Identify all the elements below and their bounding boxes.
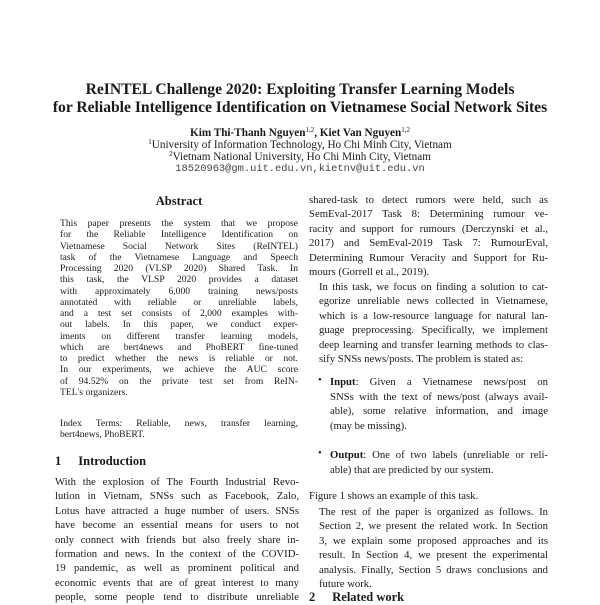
output-bullet-first-line xyxy=(330,448,548,462)
input-text: : Given a Vietnamese news/post on xyxy=(355,376,548,388)
task-paragraph xyxy=(309,280,548,366)
affiliation-marker: 1,2 xyxy=(401,126,410,134)
text-line: able) that are predicted by our system. xyxy=(330,464,494,476)
text-line: result. In Section 4, we present the experimental xyxy=(319,549,548,562)
text-line: SNSs with the text of news/post (always avail- xyxy=(330,391,548,403)
affiliation-marker: 1 xyxy=(148,138,152,146)
text-line: 3, we explain some proposed approaches and its xyxy=(319,534,548,547)
text-line: Processing 2020 (VLSP 2020) Shared Task. In xyxy=(60,263,298,274)
bullet-icon: • xyxy=(318,447,322,459)
text-line: (may be missing). xyxy=(330,419,407,432)
affiliation-marker: 1,2 xyxy=(305,126,315,134)
text-line: bert4news, PhoBERT. xyxy=(60,429,145,441)
text-line: future work. xyxy=(319,578,372,591)
text-line: have become an essential means for users to not xyxy=(55,519,299,532)
text-line: only connect with friends but also freely share in- xyxy=(55,533,299,546)
text-line: Vietnamese Social Network Sites (ReINTEL) xyxy=(60,240,298,252)
text-line: Figure 1 shows an example of this task. xyxy=(309,490,479,502)
output-bullet-rest xyxy=(330,463,548,477)
text-line: In our experiments, we achieve the AUC score xyxy=(60,364,298,376)
affiliation-2 xyxy=(0,150,600,163)
text-line: This paper presents the system that we propose xyxy=(60,218,298,229)
author-name: Kiet Van Nguyen xyxy=(319,127,402,139)
section-title: Introduction xyxy=(78,454,147,468)
text-line: able), some relative information, and image xyxy=(330,405,548,418)
section-title: Related work xyxy=(332,590,405,604)
index-terms xyxy=(60,418,298,441)
text-line: Determining Rumour Veracity and Support for Ru- xyxy=(309,251,548,264)
related-rumour-paragraph xyxy=(309,193,548,279)
text-line: people, some people tend to distribute unreliable xyxy=(55,591,299,604)
text-line: with approximately 6,000 training news/posts xyxy=(60,285,298,297)
introduction-paragraph xyxy=(55,475,299,605)
affiliation-text: Vietnam National University, Ho Chi Minh City, Vietnam xyxy=(172,151,431,163)
abstract-heading: Abstract xyxy=(155,194,203,208)
text-line: The rest of the paper is organized as follows. In xyxy=(319,506,548,518)
bullet-icon: • xyxy=(318,374,322,386)
text-line: this task, the VLSP 2020 provides a dataset xyxy=(60,274,298,286)
text-line: task of the Vietnamese Language and Speech xyxy=(60,251,298,263)
text-line: formation and news. In the context of the COVID- xyxy=(55,548,299,561)
section-number: 2 xyxy=(309,590,316,604)
text-line: TEL's organizers. xyxy=(60,386,128,398)
text-line: racity and support for rumours (Derczynski et al., xyxy=(309,222,548,235)
paper-title xyxy=(0,81,600,117)
text-line: 19 pandemic, as well as prominent political and xyxy=(55,562,299,575)
output-text: : One of two labels (unreliable or reli- xyxy=(363,449,548,461)
author-emails: 18520963@gm.uit.edu.vn,kietnv@uit.edu.vn xyxy=(175,163,425,175)
text-line: analysis. Finally, Section 5 draws conclusions and xyxy=(319,563,548,576)
text-line: guage preprocessing. Specifically, we implement xyxy=(319,324,548,337)
text-line: mours (Gorrell et al., 2019). xyxy=(309,266,430,279)
title-line-2: for Reliable Intelligence Identification on Vietnamese Social Network Sites xyxy=(52,99,548,116)
paper-organization-paragraph xyxy=(309,505,548,591)
text-line: egorize unreliable news collected in Vietnamese, xyxy=(319,295,548,308)
text-line: which are bert4news and PhoBERT fine-tuned xyxy=(60,341,298,353)
text-line: of 94.52% on the private test set from ReIN- xyxy=(60,375,298,387)
section-heading-related-work xyxy=(309,590,404,605)
abstract-body xyxy=(60,218,298,398)
text-line: Section 2, we present the related work. In Section xyxy=(319,520,548,533)
text-line: for the Reliable Intelligence Identification on xyxy=(60,229,298,241)
input-label: Input xyxy=(330,376,356,388)
text-line: economic events that are of great interest to many xyxy=(55,576,299,589)
author-separator: , xyxy=(314,127,320,139)
section-number: 1 xyxy=(55,454,62,468)
text-line: With the explosion of The Fourth Industrial Revo- xyxy=(55,476,299,488)
output-label: Output xyxy=(330,449,364,461)
input-bullet-first-line xyxy=(330,375,548,389)
title-line-1: ReINTEL Challenge 2020: Exploiting Transfer Learning Models xyxy=(85,81,515,98)
text-line: In this task, we focus on finding a solution to cat- xyxy=(319,281,548,293)
text-line: shared-task to detect rumors were held, such as xyxy=(309,194,548,206)
affiliation-text: University of Information Technology, Ho Chi Minh City, Vietnam xyxy=(151,139,452,151)
text-line: deep learning and transfer learning methods to clas- xyxy=(319,338,548,351)
author-name: Kim Thi-Thanh Nguyen xyxy=(190,127,306,139)
text-line: Index Terms: Reliable, news, transfer learning, xyxy=(60,418,298,429)
text-line: iments on different transfer learning models, xyxy=(60,330,298,342)
section-heading-introduction xyxy=(55,454,146,469)
text-line: Lotus have attracted a huge number of users. SNSs xyxy=(55,504,299,517)
text-line: 2017) and SemEval-2019 Task 7: RumourEval, xyxy=(309,237,548,250)
input-bullet-rest xyxy=(330,390,548,433)
text-line: sify SNSs news/posts. The problem is stated as: xyxy=(319,353,524,366)
text-line: to predict whether the news is reliable or not. xyxy=(60,353,298,364)
text-line: out labels. In this paper, we conduct exper- xyxy=(60,319,298,331)
text-line: which is a low-resource language for natural lan- xyxy=(319,309,548,322)
text-line: lution in Vietnam, SNSs such as Facebook, Zalo, xyxy=(55,490,299,503)
figure-reference-line xyxy=(309,489,548,503)
text-line: annotated with reliable or unreliable labels, xyxy=(60,296,298,308)
affiliation-marker: 2 xyxy=(169,150,173,158)
text-line: and a test set consists of 2,000 examples with- xyxy=(60,308,298,319)
text-line: SemEval-2017 Task 8: Determining rumour ve- xyxy=(309,208,548,221)
